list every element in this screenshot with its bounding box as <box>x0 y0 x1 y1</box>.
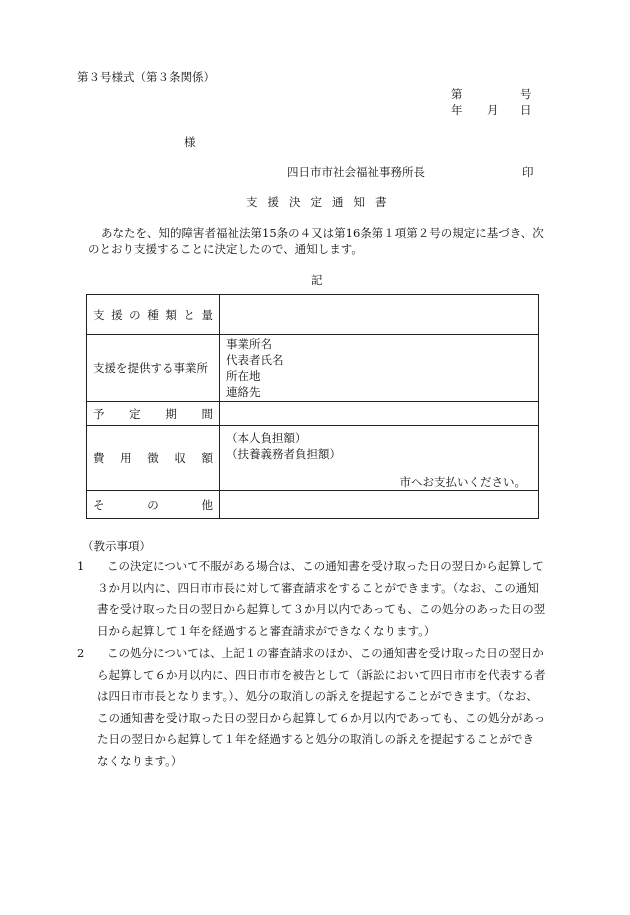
representative-label: 代表者氏名 <box>226 353 284 367</box>
support-type-label <box>87 295 220 335</box>
period-label: 予 定 期 間 <box>87 402 220 426</box>
address-label: 所在地 <box>226 369 261 383</box>
note-number: 1 <box>77 559 85 573</box>
document-number-suffix: 号 <box>520 87 532 101</box>
period-value <box>220 402 539 426</box>
document-number-prefix: 第 <box>451 87 463 101</box>
body-line-1: あなたを、知的障害者福祉法第15条の４又は第16条第１項第２号の規定に基づき、次 <box>101 226 544 240</box>
date-day: 日 <box>520 103 532 117</box>
ki-heading: 記 <box>311 273 323 287</box>
guardian-burden-label: （扶養義務者負担額） <box>226 447 341 461</box>
date-month: 月 <box>487 103 499 117</box>
note-text: この処分については、上記１の審査請求のほか、この通知書を受け取った日の翌日か ら起算して６か月以内に、四日市市を被告として（訴訟において四日市市を代表する者 は四日市市長となります。）、処分の取消しの訴えを提起することができます。（なお、 この通知書を受け取った日の翌日から起算して６か月以内であっても、この処分があっ た日の翌日から起算して１年を経過すると処分の取消しの訴えを提起することができ なくなります。） <box>97 646 546 768</box>
note-text: この決定について不服がある場合は、この通知書を受け取った日の翌日から起算して ３か月以内に、四日市市長に対して審査請求をすることができます。（なお、この通知 書を受け取った日の翌日から起算して３か月以内であっても、この処分のあった日の翌 日から起算して１年を経過すると審査請求ができなくなります。） <box>97 559 546 638</box>
provider-name-label: 事業所名 <box>226 337 272 351</box>
body-line-2: のとおり支援することに決定したので、通知します。 <box>88 242 363 256</box>
note-item-2 <box>77 643 555 772</box>
payment-instruction: 市へお支払いください。 <box>399 475 526 489</box>
fee-label: 費 用 徴 収 額 <box>87 426 220 491</box>
note-number: 2 <box>77 646 85 660</box>
issuer: 四日市市社会福祉事務所長 <box>287 165 425 179</box>
provider-value <box>220 335 539 402</box>
other-label: そ の 他 <box>87 491 220 519</box>
fee-value <box>220 426 539 491</box>
table-row <box>87 402 539 426</box>
support-type-value <box>220 295 539 335</box>
date-year: 年 <box>451 103 463 117</box>
support-type-label-text: 支 援 の 種 類 と 量 <box>93 307 213 322</box>
notes-heading: （教示事項） <box>82 539 151 553</box>
addressee-suffix: 様 <box>184 135 196 149</box>
note-item-1 <box>77 556 555 642</box>
table-row <box>87 426 539 491</box>
self-burden-label: （本人負担額） <box>226 431 307 445</box>
seal-mark: 印 <box>522 165 534 179</box>
table-row <box>87 491 539 519</box>
provider-label: 支援を提供する事業所 <box>87 335 220 402</box>
decision-table <box>86 294 539 519</box>
table-row <box>87 295 539 335</box>
other-value <box>220 491 539 519</box>
table-row <box>87 335 539 402</box>
form-number: 第３号様式（第３条関係） <box>77 70 215 84</box>
document-title: 支援決定通知書 <box>246 195 397 209</box>
contact-label: 連絡先 <box>226 385 261 399</box>
